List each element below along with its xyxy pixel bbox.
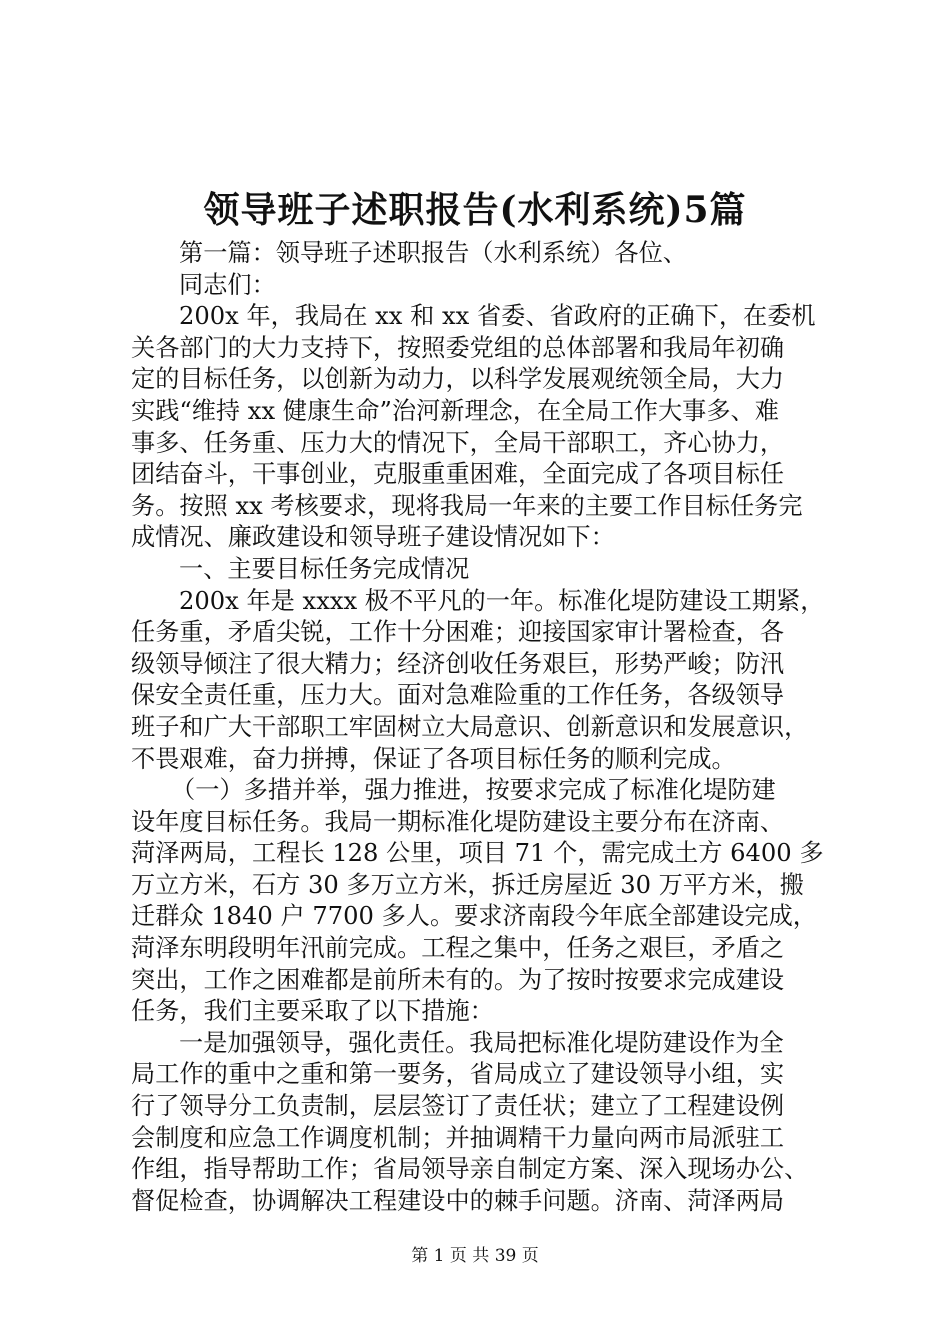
body-line: 成情况、廉政建设和领导班子建设情况如下： — [131, 523, 615, 552]
body-line: 200x 年，我局在 xx 和 xx 省委、省政府的正确下，在委机 — [179, 302, 816, 331]
body-line: 菏泽东明段明年汛前完成。工程之集中，任务之艰巨，矛盾之 — [131, 934, 785, 963]
document-body — [131, 238, 843, 1217]
body-line: 作组，指导帮助工作；省局领导亲自制定方案、深入现场办公、 — [131, 1155, 809, 1184]
body-line: 突出，工作之困难都是前所未有的。为了按时按要求完成建设 — [131, 965, 785, 994]
body-line: 局工作的重中之重和第一要务，省局成立了建设领导小组，实 — [131, 1060, 785, 1089]
body-line: 同志们： — [179, 270, 276, 299]
body-line: 菏泽两局，工程长 128 公里，项目 71 个，需完成土方 6400 多 — [131, 839, 824, 868]
body-line: 班子和广大干部职工牢固树立大局意识、创新意识和发展意识， — [131, 712, 809, 741]
body-line: 一是加强领导，强化责任。我局把标准化堤防建设作为全 — [179, 1028, 784, 1057]
body-line: 万立方米，石方 30 多万立方米，拆迁房屋近 30 万平方米，搬 — [131, 870, 804, 899]
body-line: 迁群众 1840 户 7700 多人。要求济南段今年底全部建设完成， — [131, 902, 817, 931]
body-line: （一）多措并举，强力推进，按要求完成了标准化堤防建 — [171, 776, 776, 805]
body-line: 任务重，矛盾尖锐，工作十分困难；迎接国家审计署检查，各 — [131, 618, 785, 647]
body-line: 实践“维持 xx 健康生命”治河新理念，在全局工作大事多、难 — [131, 396, 779, 425]
body-line: 定的目标任务，以创新为动力，以科学发展观统领全局，大力 — [131, 365, 785, 394]
body-line: 督促检查，协调解决工程建设中的棘手问题。济南、菏泽两局 — [131, 1186, 785, 1215]
body-line: 会制度和应急工作调度机制；并抽调精干力量向两市局派驻工 — [131, 1123, 785, 1152]
body-line: 关各部门的大力支持下，按照委党组的总体部署和我局年初确 — [131, 333, 785, 362]
body-line: 不畏艰难，奋力拼搏，保证了各项目标任务的顺利完成。 — [131, 744, 736, 773]
body-line: 团结奋斗，干事创业，克服重重困难，全面完成了各项目标任 — [131, 460, 785, 489]
body-line: 务。按照 xx 考核要求，现将我局一年来的主要工作目标任务完 — [131, 491, 803, 520]
body-line: 级领导倾注了很大精力；经济创收任务艰巨，形势严峻；防汛 — [131, 649, 785, 678]
body-line: 一、主要目标任务完成情况 — [179, 554, 470, 583]
body-line: 保安全责任重，压力大。面对急难险重的工作任务，各级领导 — [131, 681, 785, 710]
body-line: 设年度目标任务。我局一期标准化堤防建设主要分布在济南、 — [131, 807, 785, 836]
body-line: 行了领导分工负责制，层层签订了责任状；建立了工程建设例 — [131, 1092, 785, 1121]
body-line: 200x 年是 xxxx 极不平凡的一年。标准化堤防建设工期紧， — [179, 586, 825, 615]
page-footer: 第 1 页 共 39 页 — [411, 1246, 539, 1266]
body-line: 任务，我们主要采取了以下措施： — [131, 997, 494, 1026]
body-line: 第一篇：领导班子述职报告（水利系统）各位、 — [179, 239, 687, 267]
document-title: 领导班子述职报告(水利系统)5篇 — [203, 189, 747, 231]
body-line: 事多、任务重、压力大的情况下，全局干部职工，齐心协力， — [131, 428, 785, 457]
